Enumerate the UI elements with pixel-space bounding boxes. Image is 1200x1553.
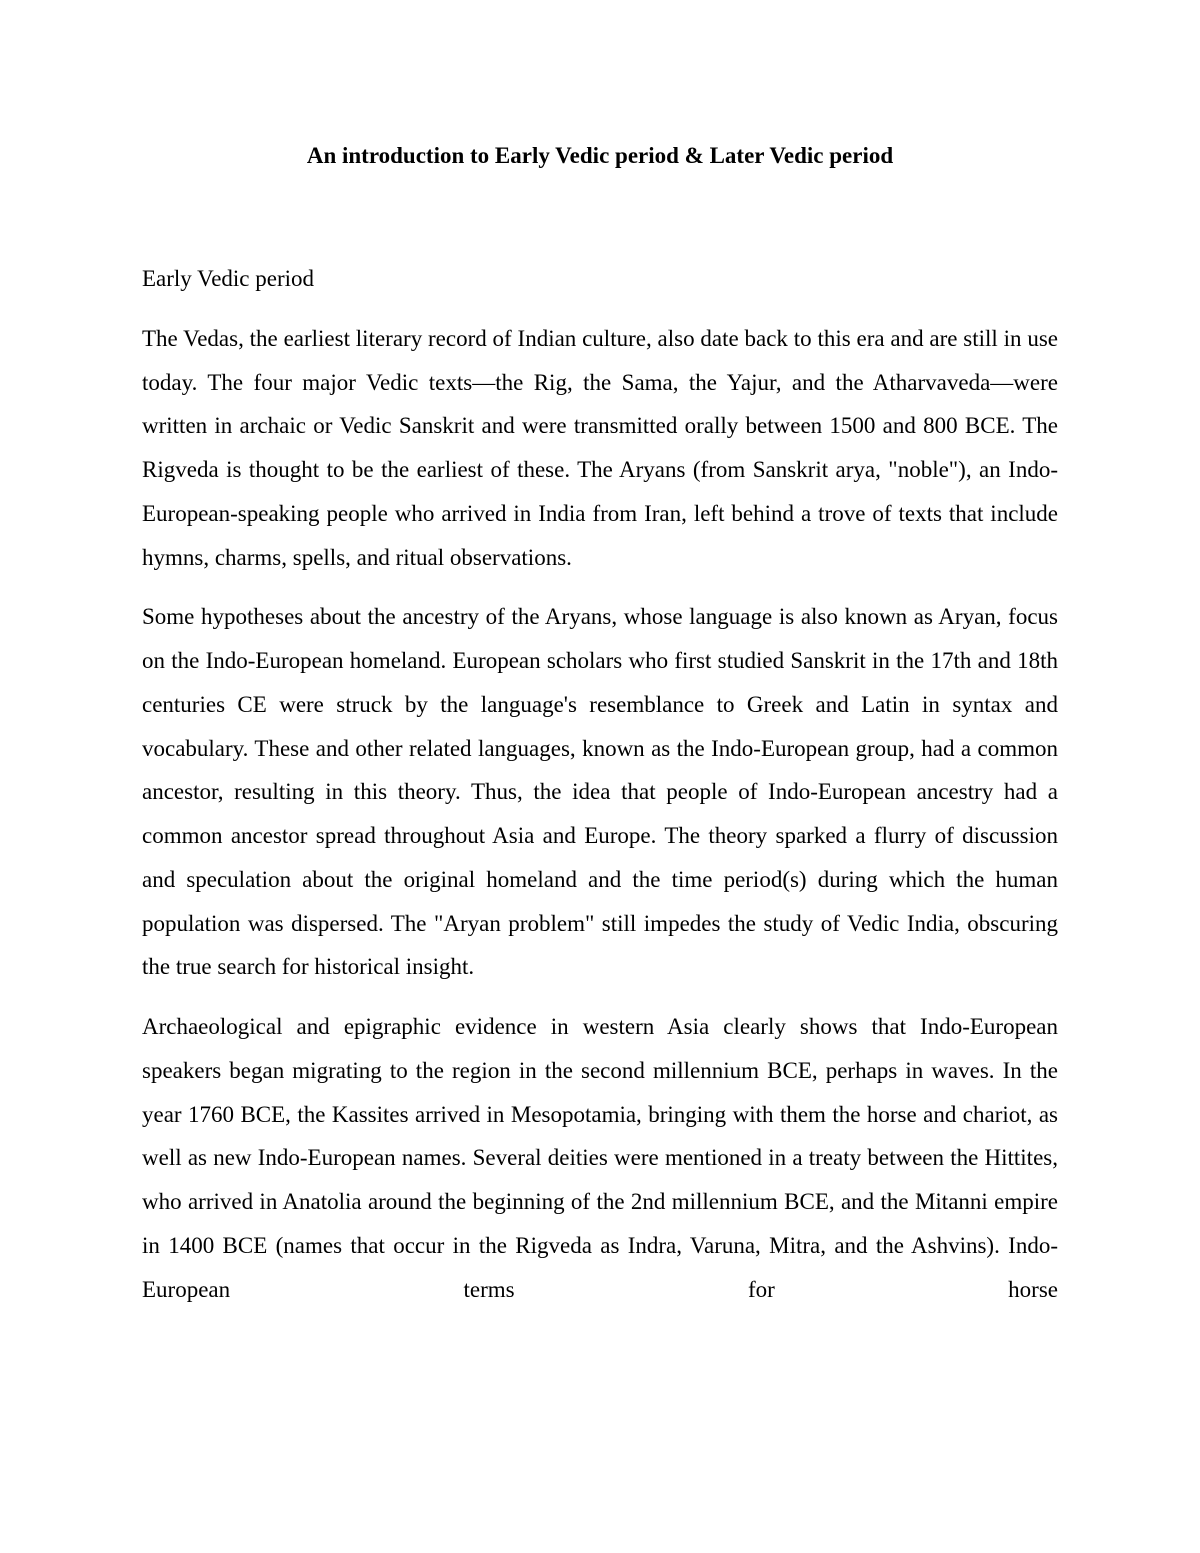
document-body (142, 257, 1058, 1327)
paragraph-2: Some hypotheses about the ancestry of the Aryans, whose language is also known as Aryan, focus on the Indo-European homeland. European scholars who first studied Sanskrit in the 17th and 18th centuries CE were struck by the language's resemblance to Greek and Latin in syntax and vocabulary. These and other related languages, known as the Indo-European group, had a common ancestor, resulting in this theory. Thus, the idea that people of Indo-European ancestry had a common ancestor spread throughout Asia and Europe. The theory sparked a flurry of discussion and speculation about the original homeland and the time period(s) during which the human population was dispersed. The "Aryan problem" still impedes the study of Vedic India, obscuring the true search for historical insight. (142, 604, 1058, 980)
document-title: An introduction to Early Vedic period & Later Vedic period (306, 143, 894, 168)
paragraph-1: The Vedas, the earliest literary record of Indian culture, also date back to this era and are still in use today. The four major Vedic texts—the Rig, the Sama, the Yajur, and the Atharvaveda—were written in archaic or Vedic Sanskrit and were transmitted orally between 1500 and 800 BCE. The Rigveda is thought to be the earliest of these. The Aryans (from Sanskrit arya, "noble"), an Indo-European-speaking people who arrived in India from Iran, left behind a trove of texts that include hymns, charms, spells, and ritual observations. (142, 325, 1058, 570)
paragraph-3: Archaeological and epigraphic evidence in western Asia clearly shows that Indo-European speakers began migrating to the region in the second millennium BCE, perhaps in waves. In the year 1760 BCE, the Kassites arrived in Mesopotamia, bringing with them the horse and chariot, as well as new Indo-European names. Several deities were mentioned in a treaty between the Hittites, who arrived in Anatolia around the beginning of the 2nd millennium BCE, and the Mitanni empire in 1400 BCE (names that occur in the Rigveda as Indra, Varuna, Mitra, and the Ashvins). Indo-European terms for horse (142, 1014, 1058, 1302)
section-heading: Early Vedic period (142, 266, 315, 291)
